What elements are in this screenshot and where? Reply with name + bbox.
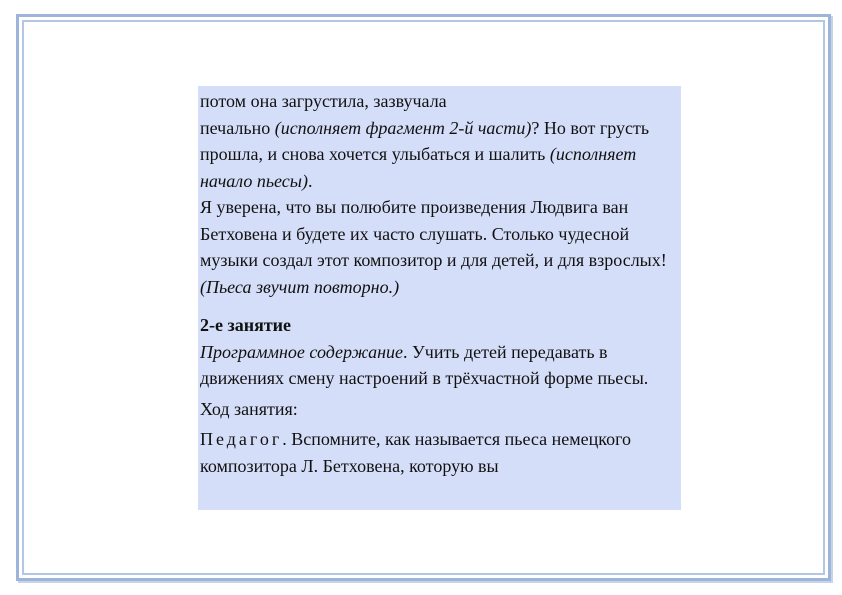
speaker-label: Педагог <box>200 429 283 449</box>
paragraph-2 <box>200 194 681 300</box>
paragraph-1-text-e: . <box>307 170 313 191</box>
paragraph-1 <box>200 88 681 194</box>
paragraph-1-italic-remark-2: (исполняет начало пьесы) <box>200 144 637 191</box>
paragraph-3-text: . Учить детей передавать в движениях смену настроений в трёхчастной форме пьесы. <box>200 341 649 388</box>
paragraph-1-text-c: ? Но вот грусть прошла, и снова хочется улыбаться и шалить <box>200 117 650 164</box>
paragraph-1-line-1: потом она загрустила, зазвучала <box>200 91 447 111</box>
paragraph-5 <box>200 426 681 479</box>
paragraph-5-text: . Вспомните, как называется пьеса немецкого композитора Л. Бетховена, которую вы <box>200 429 632 476</box>
paragraph-2-italic-remark: (Пьеса звучит повторно.) <box>200 276 400 297</box>
program-content-label: Программное содержание <box>200 341 404 362</box>
paragraph-1-italic-remark-1: (исполняет фрагмент 2-й части) <box>274 117 532 138</box>
lesson-heading: 2-е занятие <box>200 315 292 335</box>
paragraph-1-text-a: печально <box>200 117 275 138</box>
lesson-progress-label: Ход занятия: <box>200 398 298 419</box>
paragraph-2-text: Я уверена, что вы полюбите произведения Людвига ван Бетховена и будете их часто слушать. Столько чудесной музыки создал этот композитор и для детей, и для взрослых! <box>200 197 667 270</box>
text-box <box>198 86 681 510</box>
paragraph-3 <box>200 339 681 392</box>
